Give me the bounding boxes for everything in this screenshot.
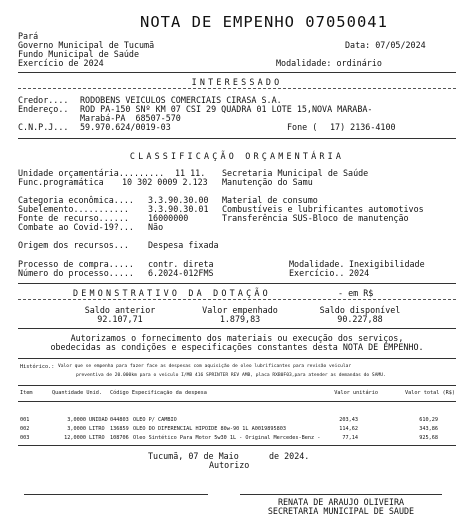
- previous-balance-value: 92.107,71: [97, 314, 143, 324]
- economic-category-desc: Material de consumo: [222, 195, 318, 205]
- signature-line-right: [240, 494, 442, 495]
- row-code: 136859: [110, 426, 129, 432]
- resource-origin-label: Origem dos recursos...: [18, 240, 129, 250]
- resource-source-code: 16000000: [148, 213, 189, 223]
- row-quantity: 12,0000: [64, 435, 86, 441]
- row-unit: LITRO: [89, 426, 105, 432]
- committed-value: 1.879,83: [219, 314, 261, 324]
- process-number-label: Número do processo.....: [18, 268, 134, 278]
- cnpj-label: C.N.P.J...: [18, 122, 69, 132]
- row-total-value: 925,68: [419, 435, 438, 441]
- fiscal-year: Exercício de 2024: [18, 58, 104, 68]
- fund-name: Fundo Municipal de Saúde: [18, 49, 140, 59]
- signer-name: RENATA DE ARAUJO OLIVEIRA: [277, 497, 405, 507]
- header-unit-value: Valor unitário: [334, 390, 378, 396]
- subelement-code: 3.3.90.30.01: [148, 204, 209, 214]
- exercise-value: 2024: [349, 268, 370, 278]
- section-title-classificacao: CLASSIFICAÇÃO ORÇAMENTÁRIA: [129, 151, 345, 161]
- row-unit-value: 114,62: [339, 426, 358, 432]
- covid-value: Não: [148, 222, 164, 232]
- signature-line-left: [24, 494, 208, 495]
- row-spec: OLEO P/ CAMBIO: [133, 417, 177, 423]
- purchase-process-label: Processo de compra.....: [18, 259, 134, 269]
- divider: [18, 283, 456, 284]
- history-line-2: preventiva de 20.000km para o veiculo I/MB 416 SPRINTER REV AMB, placa RXB0F03,para atender as demandas do SAMU.: [76, 373, 386, 378]
- header-item: Item: [20, 390, 33, 396]
- divider: [18, 401, 456, 402]
- programatic-code: 10 302 0009 2.123: [122, 177, 208, 187]
- section-title-interessado: INTERESSADO: [191, 77, 283, 87]
- divider: [18, 358, 456, 359]
- row-item: 003: [20, 435, 30, 441]
- row-quantity: 3,0000: [67, 417, 86, 423]
- authorize-label: Autorizo: [209, 460, 250, 470]
- process-number-value: 6.2024-012FMS: [148, 268, 214, 278]
- commitment-modality: Modalidade: ordinário: [276, 58, 382, 68]
- budget-unit-label: Unidade orçamentária.........: [18, 168, 165, 178]
- row-quantity: 3,0000: [67, 426, 86, 432]
- modality-value: Inexigibilidade: [349, 259, 425, 269]
- state-name: Pará: [18, 31, 39, 41]
- address-city: Marabá-PA 68507-570: [80, 113, 181, 123]
- purchase-process-value: contr. direta: [148, 259, 214, 269]
- row-code: 044803: [110, 417, 129, 423]
- row-total-value: 610,29: [419, 417, 438, 423]
- address-label: Endereço..: [18, 104, 69, 114]
- phone-label: Fone (: [287, 122, 318, 132]
- economic-category-code: 3.3.90.30.00: [148, 195, 209, 205]
- divider: [18, 72, 456, 73]
- row-code: 108706: [110, 435, 129, 441]
- committed-value-label: Valor empenhado: [202, 305, 278, 315]
- document-title: NOTA DE EMPENHO 07050041: [140, 13, 388, 31]
- row-spec: OLEO DO DIFERENCIAL HIPOIDE 80w-90 1L A0019895803: [133, 426, 287, 432]
- header-code-spec: Código Especificação da despesa: [110, 390, 207, 396]
- subelement-label: Subelemento...........: [18, 204, 129, 214]
- programatic-label: Func.programática: [18, 177, 104, 187]
- modality-label: Modalidade.: [289, 259, 345, 269]
- resource-source-desc: Transferência SUS-Bloco de manutenção: [222, 213, 409, 223]
- covid-label: Combate ao Covid-19?...: [18, 222, 134, 232]
- creditor-value: RODOBENS VEICULOS COMERCIAIS CIRASA S.A.: [80, 95, 282, 105]
- address-value: ROD PA-150 SNº KM 07 CSI 29 QUADRA 01 LOTE 15,NOVA MARABA-: [80, 104, 373, 114]
- exercise-label: Exercício..: [289, 268, 345, 278]
- previous-balance-label: Saldo anterior: [84, 305, 156, 315]
- creditor-label: Credor....: [18, 95, 69, 105]
- divider: [18, 88, 456, 89]
- divider: [18, 138, 456, 139]
- resource-source-label: Fonte de recurso......: [18, 213, 129, 223]
- section-title-dotacao: DEMONSTRATIVO DA DOTAÇÃO: [73, 288, 271, 298]
- history-label: Histórico.:: [20, 364, 55, 370]
- row-unit-value: 77,14: [342, 435, 358, 441]
- government-name: Governo Municipal de Tucumã: [18, 40, 155, 50]
- available-balance-label: Saldo disponível: [319, 305, 401, 315]
- header-quantity: Quantidade Unid.: [52, 390, 102, 396]
- divider: [18, 328, 456, 329]
- signer-role: SECRETARIA MUNICIPAL DE SAUDE: [267, 506, 415, 516]
- subelement-desc: Combustíveis e lubrificantes automotivos: [222, 204, 424, 214]
- row-unit-value: 203,43: [339, 417, 358, 423]
- document-date: Data: 07/05/2024: [345, 40, 426, 50]
- authorization-line-2: obedecidas as condições e especificações constantes desta NOTA DE EMPENHO.: [50, 342, 424, 352]
- available-balance-value: 90.227,88: [337, 314, 383, 324]
- row-unit: UNIDAD: [89, 417, 108, 423]
- divider: [18, 385, 456, 386]
- row-item: 002: [20, 426, 30, 432]
- section-unit-dotacao: - em R$: [338, 288, 374, 298]
- divider: [18, 445, 456, 446]
- row-item: 001: [20, 417, 30, 423]
- row-total-value: 343,86: [419, 426, 438, 432]
- budget-unit-desc: Secretaria Municipal de Saúde: [222, 168, 369, 178]
- row-spec: Oleo Sintético Para Motor 5w30 1L - Original Mercedes-Benz -: [133, 435, 321, 441]
- header-total-value: Valor total (R$): [405, 390, 455, 396]
- history-line-1: Valor que se empenha para fazer face as despesas com aquisição de oleo lubrificantes para revisão veicular: [58, 364, 352, 369]
- divider: [18, 299, 456, 300]
- phone-value: 17) 2136-4100: [330, 122, 396, 132]
- authorization-line-1: Autorizamos o fornecimento dos materiais ou execução dos serviços,: [70, 333, 404, 343]
- cnpj-value: 59.970.624/0019-03: [80, 122, 171, 132]
- resource-origin-value: Despesa fixada: [148, 240, 219, 250]
- row-unit: LITRO: [89, 435, 105, 441]
- economic-category-label: Categoria econômica....: [18, 195, 134, 205]
- place-and-date: Tucumã, 07 de Maio de 2024.: [148, 451, 310, 461]
- programatic-desc: Manutenção do Samu: [222, 177, 313, 187]
- budget-unit-code: 11 11.: [175, 168, 206, 178]
